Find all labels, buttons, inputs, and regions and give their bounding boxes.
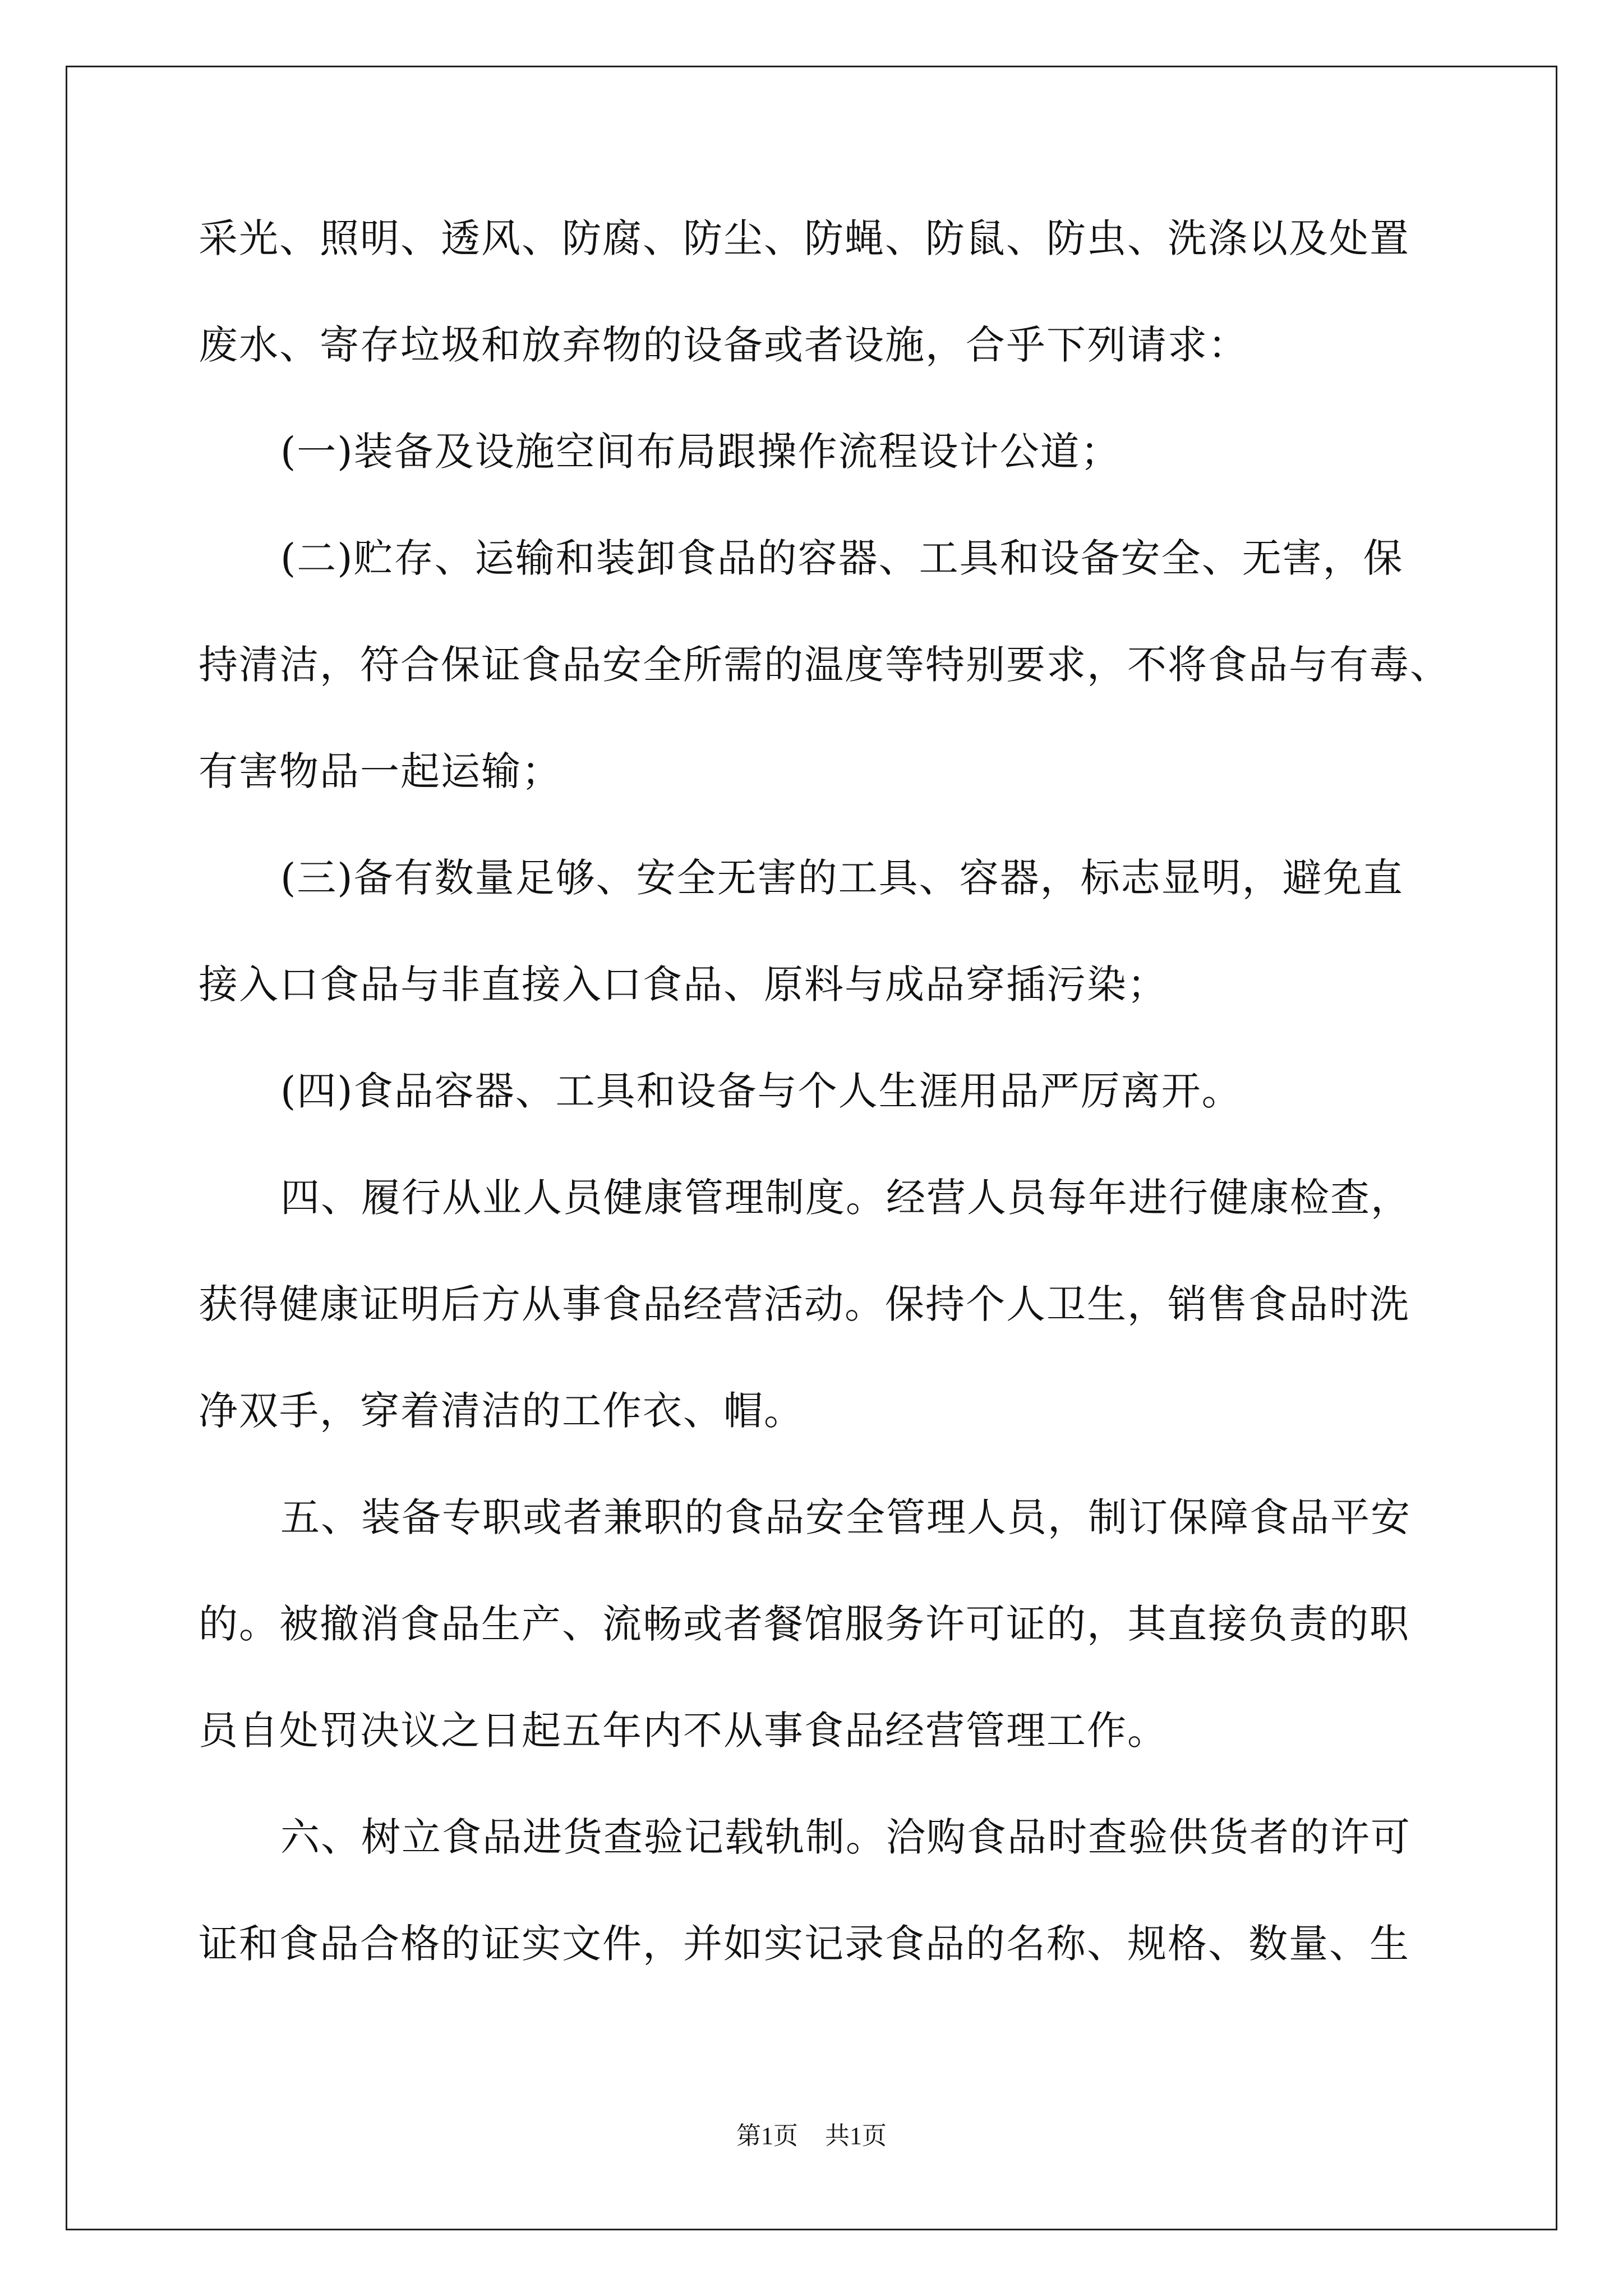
text-line: (一)装备及设施空间布局跟操作流程设计公道； — [280, 429, 1121, 475]
text-line: 证和食品合格的证实文件，并如实记录食品的名称、规格、数量、生 — [199, 1921, 1410, 1967]
text-line: 六、树立食品进货查验记载轨制。洽购食品时查验供货者的许可 — [280, 1814, 1411, 1860]
text-line: 净双手，穿着清洁的工作衣、帽。 — [199, 1388, 804, 1434]
text-line: 接入口食品与非直接入口食品、原料与成品穿插污染； — [199, 961, 1168, 1007]
text-line: 五、装备专职或者兼职的食品安全管理人员，制订保障食品平安 — [280, 1494, 1411, 1540]
page-footer — [0, 2119, 1623, 2153]
text-line: 四、履行从业人员健康管理制度。经营人员每年进行健康检查， — [280, 1175, 1411, 1221]
page-total: 共1页 — [825, 2122, 887, 2150]
text-line: 获得健康证明后方从事食品经营活动。保持个人卫生，销售食品时洗 — [199, 1281, 1410, 1327]
text-line: 采光、照明、透风、防腐、防尘、防蝇、防鼠、防虫、洗涤以及处置 — [199, 215, 1410, 261]
text-line: (二)贮存、运输和装卸食品的容器、工具和设备安全、无害，保 — [280, 535, 1404, 581]
text-line: 的。被撤消食品生产、流畅或者餐馆服务许可证的，其直接负责的职 — [199, 1601, 1410, 1647]
text-line: 员自处罚决议之日起五年内不从事食品经营管理工作。 — [199, 1708, 1168, 1754]
text-line: (三)备有数量足够、安全无害的工具、容器，标志显明，避免直 — [280, 855, 1404, 901]
page-border — [66, 66, 1557, 2230]
text-line: 有害物品一起运输； — [199, 748, 562, 794]
text-line: (四)食品容器、工具和设备与个人生涯用品严厉离开。 — [280, 1068, 1242, 1114]
page-number: 第1页 — [736, 2122, 798, 2150]
text-line: 持清洁，符合保证食品安全所需的温度等特别要求，不将食品与有毒、 — [199, 642, 1450, 688]
text-line: 废水、寄存垃圾和放弃物的设备或者设施，合乎下列请求： — [199, 322, 1248, 368]
